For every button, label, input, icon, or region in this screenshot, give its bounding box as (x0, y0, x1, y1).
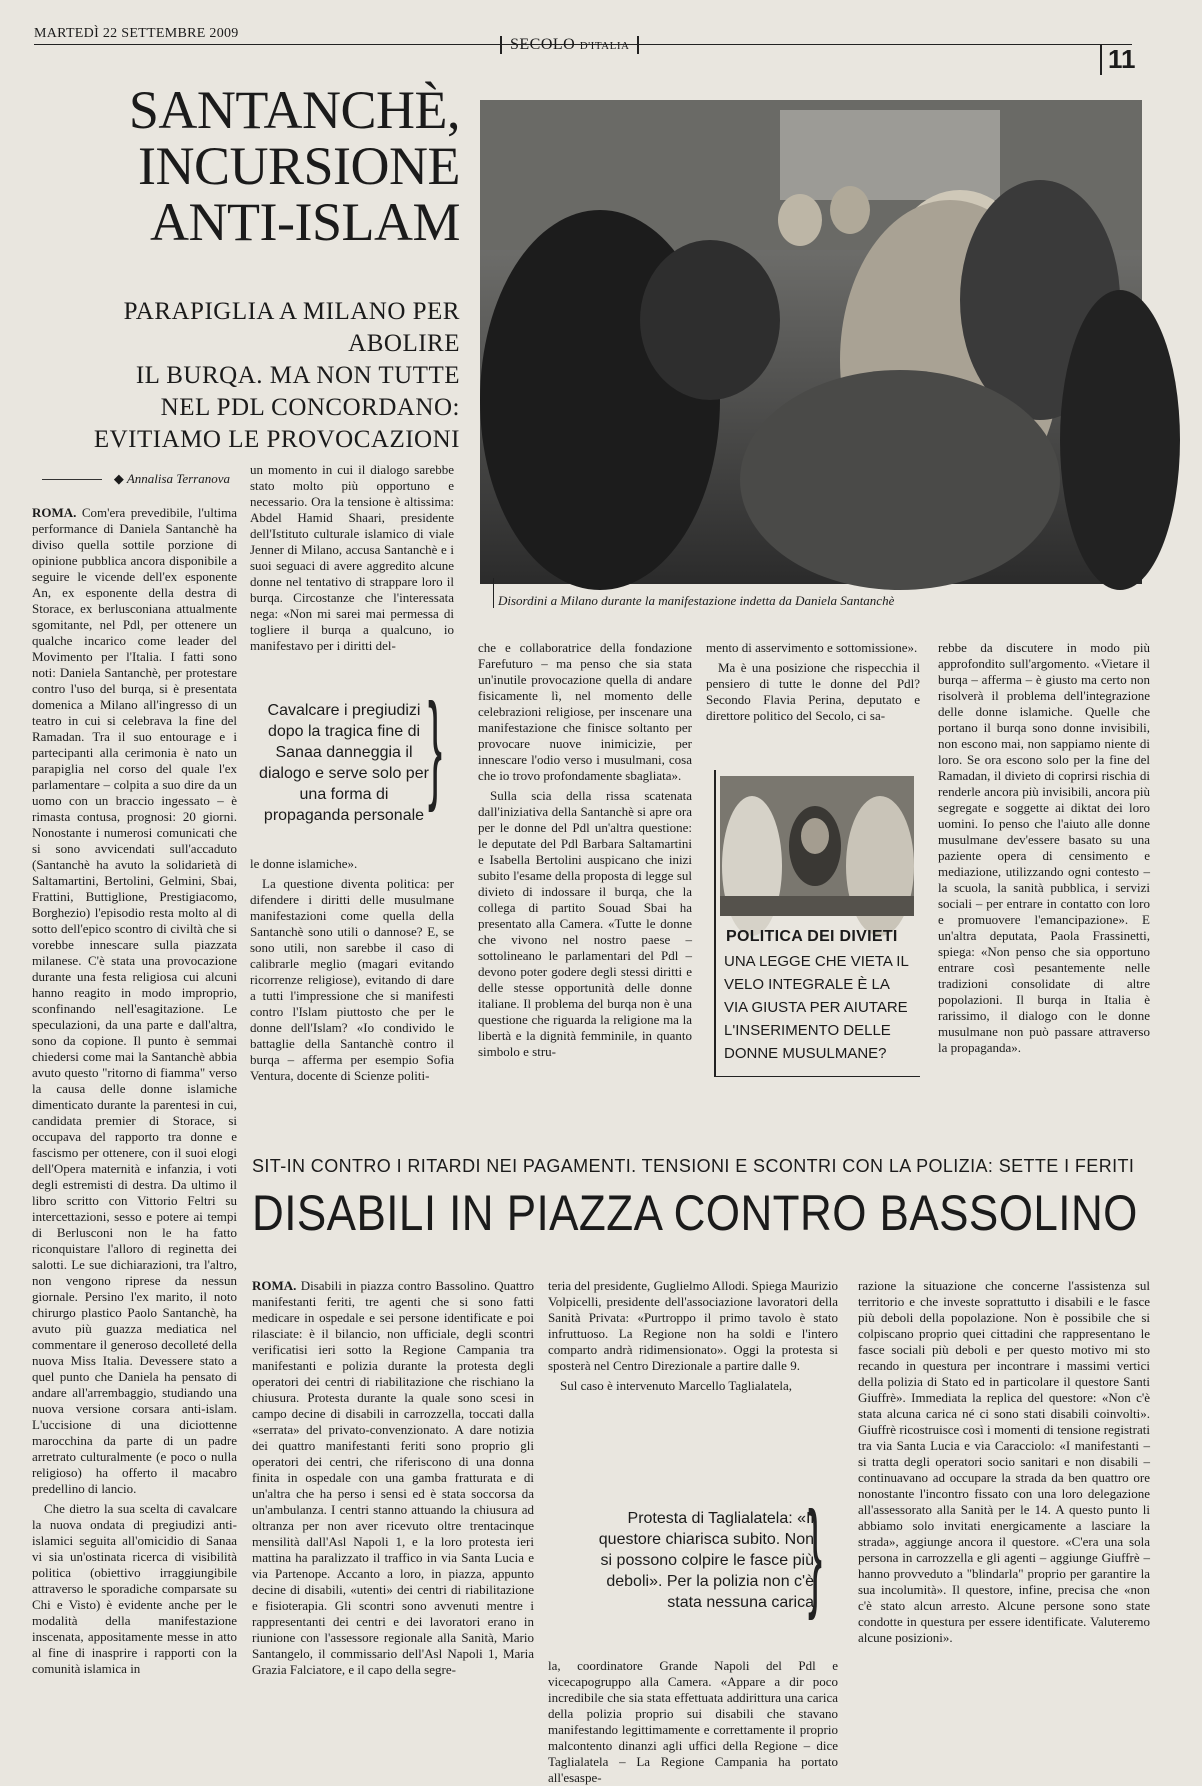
masthead-name: SECOLO (510, 36, 576, 53)
top-article-column-1 (32, 505, 237, 1750)
paragraph: Com'era prevedibile, l'ultima performance di Daniela Santanchè ha diviso quella sottile porzione di opinione pubblica ancora disponibile a seguire le vicende dell'ex esponente An, ex esponente della destra di Storace, ex berlusconiana attualmente sgomitante, nel Pdl, per ottenere un qualche incarico come leader del Movimento per l'Italia. I fatti sono noti: Daniela Santanchè, per protestare contro l'uso del burqa, si è presentata domenica a Milano all'ingresso di un teatro in cui si celebrava la fine del Ramadan. Tra il suo entourage e i partecipanti alla cerimonia è nato un parapiglia nel corso del quale l'ex parlamentare – colpita a suo dire da un uomo con un braccio ingessato – è rimasta contusa, prognosi: 20 giorni. Nonostante i numerosi comunicati che si sono avvicendati sull'accaduto (Santanchè ha avuto la solidarietà di Saltamartini, Bertolini, Gelmini, Sbai, Frattini, Buttiglione, Prestigiacomo, Borghezio) l'episodio resta molto al di sotto dell'epico scontro di civiltà che si vorebbe innescare sulla piazzata milanese. C'è stata una provocazione durante una festa religiosa cui alcuni hanno reagito in modo improprio, sconfinando nell'esagitazione. Le speculazioni, da una parte e dall'altra, sono da copione. Il punto è semmai chiedersi come mai la Santanchè abbia avuto questo "ritorno di fiamma" verso la causa delle donne islamiche dimenticato durante la parentesi in cui, candidata premier di Storace, si occupava del rapporto tra donne e fascismo per ottenere, con il suoi elogi dell'Opera maternità e infanzia, i voti degli estremisti di destra. Da ultimo il libro scritto con Vittorio Feltri su intercettazioni, sesso e potere ai tempi di Berlusconi non le ha fatto riconquistare l'alloro di reginetta dei salotti. Le sue dichiarazioni, tra l'altro, non vengono riprese da nessun giornale. Persino l'ex marito, il noto chirurgo plastico Paolo Santanchè, ha avuto più guazza mediatica nel commentare il generoso decolleté della nuova Miss Italia. Devessere stato a quel punto che Daniela ha pensato di andare all'arrembaggio, studiando una nuova versione corsara anti-islam. L'uccisione di una diciottenne marocchina da parte di un padre arretrato culturalmente (e poco o nulla religioso) ha offerto il macabro predellino di lancio. (32, 505, 237, 1496)
top-article-column-3 (478, 640, 692, 1090)
paragraph: La questione diventa politica: per difendere i diritti delle musulmane manifestazioni come quella della Santanchè sono utili o dannose? E, se sono utili, non sarebbe il caso di calibrarle meglio (magari evitando ricorrenze religiose), evitando di dare a tutti l'impressione che si manifesti contro l'Islam piuttosto che per le donne dell'Islam? «Io condivido le battaglie della Santanchè contro il burqa – afferma per esempio Sofia Ventura, docente di Scienze politi- (250, 876, 454, 1083)
main-photo (480, 100, 1142, 584)
top-article-column-2a (250, 462, 454, 682)
bottom-article-column-3 (858, 1278, 1150, 1748)
masthead-suffix: D'ITALIA (579, 40, 630, 52)
paragraph: Sul caso è intervenuto Marcello Taglialatela, (560, 1378, 793, 1393)
masthead (500, 36, 639, 54)
bottom-article-kicker: SIT-IN CONTRO I RITARDI NEI PAGAMENTI. TENSIONI E SCONTRI CON LA POLIZIA: SETTE I FERITI (252, 1156, 1135, 1176)
title-line-1: SANTANCHÈ, (128, 80, 460, 140)
title-line-3: ANTI-ISLAM (150, 192, 460, 252)
byline-author: Annalisa Terranova (126, 471, 230, 486)
top-article-column-4 (706, 640, 920, 760)
subtitle-line-3: NEL PDL CONCORDANO: (160, 394, 460, 421)
paragraph: Che dietro la sua scelta di cavalcare la nuova ondata di pregiudizi anti-islamici seguita all'omicidio di Sanaa vi sia un'ostinata ricerca di visibilità politica (obiettivo irraggiungibile attraverso le sporadiche comparsate su Chi e Visto) è evidente anche per le modalità della manifestazione inscenata, appositamente messe in atto al fine di inasprire i rapporti con la comunità islamica in (32, 1501, 237, 1676)
paragraph: le donne islamiche». (250, 856, 358, 871)
top-article-column-2b (250, 856, 454, 1106)
paragraph: razione la situazione che concerne l'assistenza sul territorio e che investe soprattutto i disabili e le fasce più deboli della popolazione. Non è possibile che si colpiscano proprio quei cittadini che rappresentano le fasce sociali più deboli e per questo motivo mi sto recando in questura per incontrare i massimi vertici della polizia di Stato ed in particolare il questore Santi Giuffrè». Immediata la replica del questore: «Non c'è stata alcuna carica né ci sono stati disabili coinvolti». Giuffrè ricostruisce così i momenti di tensione registrati tra via Santa Lucia e via Caracciolo: «I manifestanti – si tratta degli operatori socio sanitari e non disabili – continuavano ad occupare la strada da ben quattro ore nonostante l'incontro fissato con una loro delegazione all'assessorato alla Sanità per le 14. A questo punto li abbiamo solo invitati energicamente a lasciare la strada», aggiunge ancora il questore. «C'era una sola persona in carrozzella e gli agenti – aggiunge Giuffrè – hanno provveduto a "blindarla" proprio per garantire la sua incolumità». Il questore, infine, precisa che «non c'è stato alcun arresto. Alcune persone sono state condotte in questura per essere identificate. Valuteremo alcune posizioni». (858, 1278, 1150, 1645)
paragraph: Sulla scia della rissa scatenata dall'iniziativa della Santanchè si apre ora per le donne del Pdl un'altra questione: le deputate del Pdl Barbara Saltamartini e Isabella Bertolini auspicano che inizi subito l'esame della proposta di legge sul divieto di indossare il burqa, che la collega di partito Souad Sbai ha presentato alla Camera. «Tutte le donne che vivono nel nostro paese – sottolineano le parlamentari del Pdl – devono poter godere degli stessi diritti e delle stesse opportunità delle donne italiane. Il problema del burqa non è una questione che riguarda la religione ma la libertà e la dignità femminile, in quanto simbolo e stru- (478, 788, 692, 1059)
issue-date: MARTEDÌ 22 SETTEMBRE 2009 (34, 26, 239, 41)
subtitle-line-2: IL BURQA. MA NON TUTTE (135, 362, 460, 389)
paragraph: un momento in cui il dialogo sarebbe stato molto più opportuno e necessario. Ora la tensione è altissima: Abdel Hamid Shaari, presidente dell'Istituto culturale islamico di viale Jenner di Milano, accusa Santanchè e i suoi seguaci di avere aggredito alcune donne nel tentativo di strappare loro il burqa. Circostanze che l'interessata nega: «Non mi sarei mai permessa di togliere il burqa a qualcuno, io manifestavo per i diritti del- (250, 462, 454, 653)
inset-photo (720, 776, 914, 916)
bottom-article-column-2a (548, 1278, 838, 1438)
title-line-2: INCURSIONE (137, 136, 460, 196)
inset-heading: POLITICA DEI DIVIETI (726, 928, 898, 945)
paragraph: Ma è una posizione che rispecchia il pensiero di tutte le donne del Pdl? Secondo Flavia Perina, deputato e direttore politico del Secolo, ci sa- (706, 660, 920, 723)
byline: ◆ Annalisa Terranova (113, 471, 230, 486)
top-article-column-5 (938, 640, 1150, 1110)
subtitle-line-1: PARAPIGLIA A MILANO PER ABOLIRE (123, 298, 460, 357)
dateline: ROMA. (32, 505, 77, 520)
paragraph: teria del presidente, Guglielmo Allodi. Spiega Maurizio Volpicelli, presidente dell'associazione lavoratori della Sanità Privata: «Purtroppo il primo tavolo è stato infruttuoso. La Regione non ha soldi e l'intero comparto andrà ridimensionato». Oggi la protesta si sposterà nel Centro Direzionale a partire dalle 9. (548, 1278, 838, 1373)
pull-quote-top: Cavalcare i pregiudizi dopo la tragica fine di Sanaa danneggia il dialogo e serve solo per una forma di propaganda personale (259, 702, 429, 824)
bottom-article-column-1 (252, 1278, 534, 1748)
pull-quote-brace: } (428, 679, 443, 813)
paragraph: mento di asservimento e sottomissione». (706, 640, 918, 655)
pull-quote-brace: } (808, 1487, 823, 1621)
inset-question: UNA LEGGE CHE VIETA IL VELO INTEGRALE È LA VIA GIUSTA PER AIUTARE L'INSERIMENTO DELLE DONNE MUSULMANE? (724, 953, 909, 1062)
article-subtitle (30, 296, 460, 456)
photo-caption: Disordini a Milano durante la manifestazione indetta da Daniela Santanchè (498, 593, 895, 608)
page-number: 11 (1100, 44, 1136, 75)
bottom-article-title: DISABILI IN PIAZZA CONTRO BASSOLINO (252, 1185, 1138, 1241)
veiled-women-illustration (720, 776, 914, 916)
caption-rule (493, 578, 494, 608)
paragraph: Disabili in piazza contro Bassolino. Quattro manifestanti feriti, tre agenti che si sono fatti medicare in ospedale e sei persone identificate e poi rilasciate: è il bilancio, non ufficiale, degli scontri verificatisi ieri sotto la Regione Campania tra manifestanti e polizia durante la protesta degli operatori dei centri di riabilitazione che rischiano la chiusura. Protesta durante la quale sono scesi in campo decine di disabili in carrozzella, toccati dalla «serrata» del privato-convenzionato. A dare notizia dei quattro manifestanti feriti sono proprio gli operatori dei centri, che riferiscono di una donna finita in ospedale con una gamba fratturata e di un'altra che ha perso i sensi ed è stata soccorsa da un'ambulanza. I centri stanno attuando la chiusura ad oltranza per non aver ricevuto oltre trentacinque mensilità dall'Asl Napoli 1, e la loro protesta ieri mattina ha paralizzato il traffico in via Santa Lucia e via Partenope. Accanto a loro, in piazza, appunto decine di disabili, «utenti» dei centri di riabilitazione e fisioterapia. Gli scontri sono avvenuti mentre i rappresentanti dei centri e dei lavoratori erano in riunione con l'assessore regionale alla Sanità, Mario Santangelo, il commissario dell'Asl Napoli 1, Maria Grazia Falciatore, e il capo della segre- (252, 1278, 534, 1677)
subtitle-line-4: EVITIAMO LE PROVOCAZIONI (93, 426, 460, 453)
pull-quote-bottom: Protesta di Taglialatela: «Il questore chiarisca subito. Non si possono colpire le fasce più deboli». Per la polizia non c'è stata nessuna carica (598, 1510, 814, 1611)
paragraph: la, coordinatore Grande Napoli del Pdl e vicecapogruppo alla Camera. «Appare a dir poco incredibile che sia stata effettuata addirittura una carica della polizia proprio sui disabili che stavano manifestando legittimamente e correttamente il proprio malcontento dinanzi agli uffici della Regione – dice Taglialatela – La Regione Campania ha portato all'esaspe- (548, 1658, 838, 1785)
paragraph: rebbe da discutere in modo più approfondito sull'argomento. «Vietare il burqa – afferma – è giusto ma certo non risolverà il problema dell'integrazione delle donne islamiche. Quelle che portano il burqa sono donne invisibili, non escono mai, non sappiamo niente di loro. Se ora escono solo per la fine del Ramadan, il divieto di coprirsi rischia di renderle ancora più invisibili, ancora più segregate e soggette ai diktat dei loro uomini. Io penso che l'aiuto alle donne musulmane dev'essere basato su una paziente opera di censimento e mediazione, utilizzando ogni contesto – la scuola, la sanità pubblica, i servizi sociali – per entrare in contatto con loro e promuovere l'emancipazione». E un'altra deputata, Paola Frassinetti, spiega: «Non penso che sia opportuno entrare così pesantemente nelle tradizioni consolidate di altre popolazioni. Il burqa in Italia è rarissimo, il dialogo con le donne musulmane non può passare attraverso la propaganda». (938, 640, 1150, 1055)
bottom-article-column-2b (548, 1658, 838, 1785)
crowd-photo-illustration (480, 100, 1142, 584)
paragraph: che e collaboratrice della fondazione Farefuturo – ma penso che sia stata un'inutile provocazione quella di andare fisicamente lì, nel momento delle celebrazioni religiose, per inscenare una manifestazione che finisce soltanto per provocare nuove inimicizie, per innescare l'odio verso i musulmani, cosa che io trovo profondamente sbagliata». (478, 640, 692, 783)
dateline: ROMA. (252, 1278, 297, 1293)
article-title (60, 82, 460, 250)
